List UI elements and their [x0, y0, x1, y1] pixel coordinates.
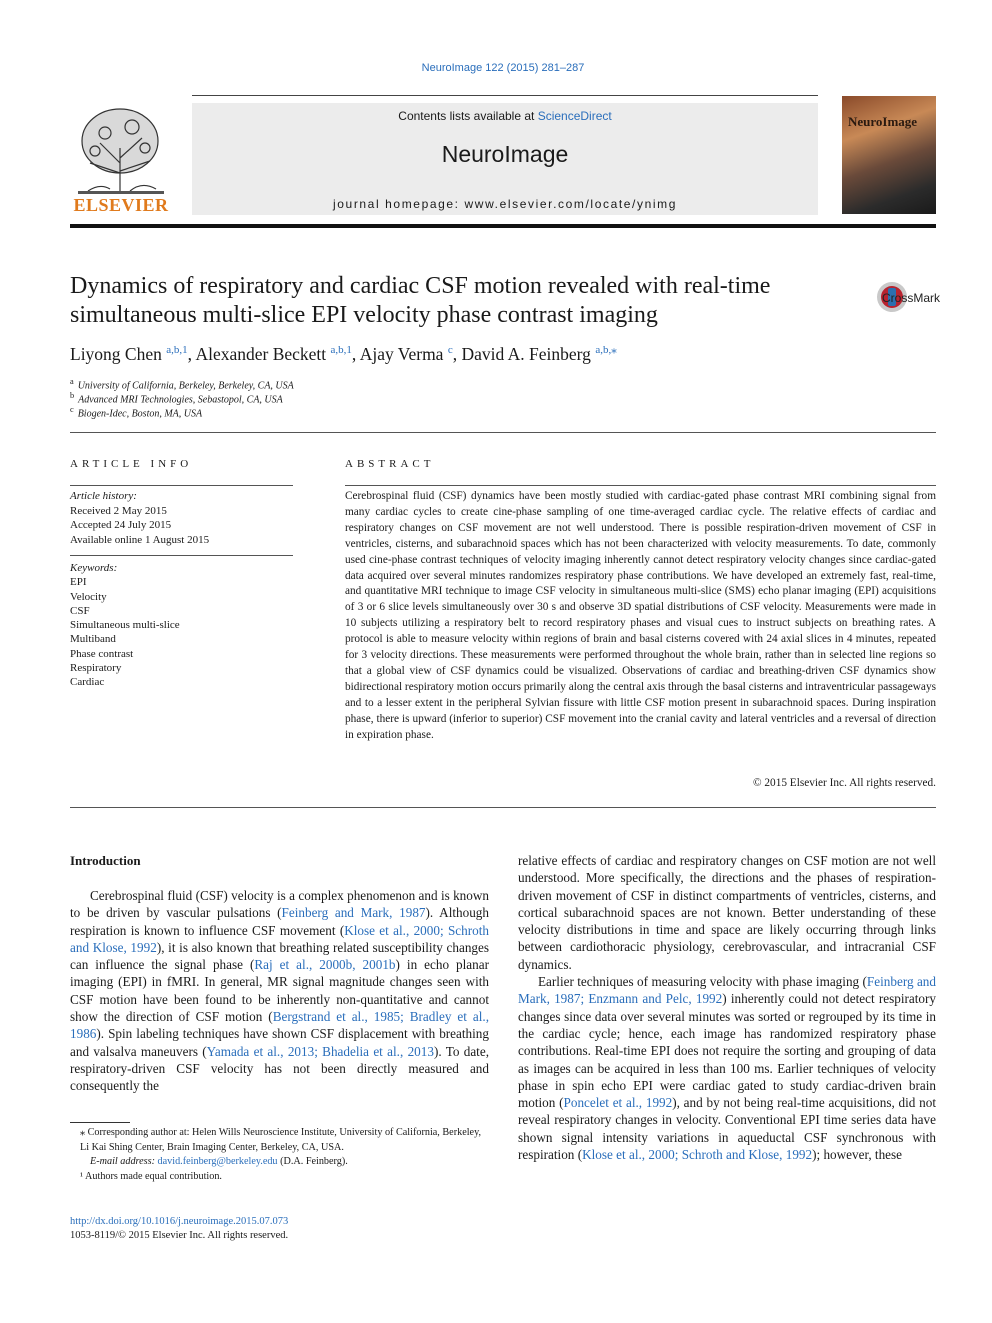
keywords-label: Keywords: — [70, 562, 118, 574]
article-info-heading: ARTICLE INFO — [70, 458, 193, 470]
journal-name: NeuroImage — [441, 141, 569, 167]
paragraph-text: ). Spin labeling techniques have shown CSF displacement with breathing and valsalva maneuvers ( — [70, 1026, 489, 1059]
paragraph-text: ) in echo planar imaging (EPI) in fMRI. In general, MR signal magnitude changes seen with CSF motion have been found to be inherently non-quantitative and cannot show the direction of CSF motion ( — [70, 957, 489, 1025]
author-affiliation-marks[interactable]: a,b,1 — [330, 344, 352, 356]
author-name[interactable]: David A. Feinberg — [461, 343, 591, 364]
keyword: Cardiac — [70, 676, 105, 689]
citation-link[interactable]: Bergstrand et al., 1985; Bradley et al., 1986 — [70, 1009, 489, 1042]
body-column-left — [70, 887, 489, 1095]
keyword: Simultaneous multi-slice — [70, 619, 180, 632]
email-link[interactable]: david.feinberg@berkeley.edu — [157, 1156, 278, 1167]
paragraph — [70, 887, 489, 1095]
citation-link[interactable]: Poncelet et al., 1992 — [563, 1095, 673, 1111]
citation-link[interactable]: Yamada et al., 2013; Bhadelia et al., 2013 — [206, 1043, 434, 1059]
journal-header-box — [192, 103, 818, 215]
abstract-rule — [345, 485, 936, 486]
doi-link[interactable]: http://dx.doi.org/10.1016/j.neuroimage.2015.07.073 — [70, 1216, 289, 1227]
history-label: Article history: — [70, 490, 137, 502]
sciencedirect-link[interactable]: ScienceDirect — [537, 109, 612, 123]
abstract-copyright: © 2015 Elsevier Inc. All rights reserved. — [752, 777, 936, 789]
author-name[interactable]: Liyong Chen — [70, 343, 162, 364]
contents-line: Contents lists available at ScienceDirect — [398, 109, 612, 123]
affiliation: $^b$ Advanced MRI Technologies, Sebastopol, CA, USA — [70, 391, 283, 406]
equal-contribution-note: ¹ Authors made equal contribution. — [80, 1170, 222, 1182]
corresponding-author-note: ⁎ Corresponding author at: Helen Wills Neuroscience Institute, University of California, Berkeley, Li Kai Shing Center, Brain Imaging Center, Berkeley, CA, USA. — [80, 1127, 482, 1153]
paragraph-text: Cerebrospinal fluid (CSF) velocity is a complex phenomenon and is known to be driven by vascular pulsations ( — [70, 888, 489, 921]
keywords — [70, 561, 180, 690]
paragraph-text: ), and by not being real-time acquisitions, did not reveal respiratory changes in velocity. Conventional EPI time series data have shown signal intensity variations in aqueductal CSF synchronous with respiration ( — [518, 1095, 936, 1163]
author-name[interactable]: Alexander Beckett — [195, 343, 327, 364]
keyword: CSF — [70, 604, 90, 617]
article-title: Dynamics of respiratory and cardiac CSF motion revealed with real-time simultaneous multi-slice EPI velocity phase contrast imaging — [70, 273, 771, 328]
citation-link[interactable]: Raj et al., 2000b, 2001b — [254, 957, 396, 973]
crossmark-label[interactable]: CrossMark — [882, 291, 941, 305]
keyword: Respiratory — [70, 662, 122, 675]
history-entry: Available online 1 August 2015 — [70, 533, 210, 546]
author-name[interactable]: Ajay Verma — [359, 343, 444, 364]
abstract-bottom-rule — [70, 807, 936, 808]
article-info-rule — [70, 485, 293, 486]
paragraph — [518, 973, 936, 1163]
email-note: E-mail address: david.feinberg@berkeley.edu (D.A. Feinberg). — [90, 1156, 348, 1167]
history-entry: Accepted 24 July 2015 — [70, 519, 172, 531]
citation-link[interactable]: Feinberg and Mark, 1987; Enzmann and Pelc, 1992 — [518, 974, 936, 1007]
paragraph-text: relative effects of cardiac and respiratory changes on CSF motion are not well understood. More specifically, the directions and the phases of respiration-driven movement of CSF in distinct compartments of ventricles, cisterns, and cortical subarachnoid spaces are not known. Better understanding of these velocity distributions in time and space are likely occurring through links between cardiothoracic physiology, cerebrovascular, and intracranial CSF dynamics. — [518, 853, 936, 972]
keywords-rule — [70, 555, 293, 556]
keyword: Phase contrast — [70, 647, 134, 660]
paragraph — [518, 852, 936, 973]
author-affiliation-marks[interactable]: a,b,1 — [166, 344, 188, 356]
journal-reference[interactable]: NeuroImage 122 (2015) 281–287 — [421, 62, 585, 74]
journal-cover-image — [842, 96, 936, 214]
citation-link[interactable]: Klose et al., 2000; Schroth and Klose, 1992 — [70, 922, 489, 955]
elsevier-wordmark: ELSEVIER — [73, 195, 169, 215]
abstract-heading: ABSTRACT — [345, 458, 435, 470]
abstract-text: Cerebrospinal fluid (CSF) dynamics have been mostly studied with cardiac-gated phase contrast MRI combining signal from many cardiac cycles to create cine-phase sampling of one time-averaged cardiac cycle. The relative effects of cardiac and respiratory changes on CSF movement are not well understood. There is possible respiration-driven movement of CSF in ventricles, cisterns, and subarachnoid spaces which has not been characterized with velocity measurements. To date, commonly used cine-phase contrast techniques of velocity imaging inherently cannot detect respiratory velocity changes since cardiac-gated data acquired over several minutes randomizes respiratory phase contributions. We have developed an extremely fast, real-time, and quantitative MRI technique to image CSF velocity in simultaneous multi-slice (SMS) echo planar imaging (EPI) acquisitions of 3 or 6 slice levels simultaneously over 30 s and observe 3D spatial distributions of CSF velocity. Measurements were made in 10 subjects utilizing a respiratory belt to record respiratory phases and visual cues to instruct subjects on breathing rates. A protocol is able to measure velocity within regions of brain and basal cisterns covered with 24 axial slices in 4 minutes, repeated for 3 velocity directions. These measurements were performed throughout the whole brain, rather than in selected line regions so that a global view of CSF dynamics could be visualized. Observations of cardiac and breathing-driven CSF dynamics show bidirectional respiratory motion occurs primarily along the central axis through the basal cisterns and intraventricular passageways and to a lesser extent in the peripheral Sylvian fissure with little CSF motion present in subarachnoid spaces. During inspiration phase, there is upward (inferior to superior) CSF movement into the cranial cavity and lateral ventricles and a reversal of direction in expiration phase. — [345, 490, 936, 741]
paragraph-text: ) inherently could not detect respiratory changes since data over several minutes was sorted or regrouped by its time in the cardiac cycle; hence, each image has randomized respiratory phase contributions. Real-time EPI does not require the sorting and grouping of data as images can be acquired in less than 100 ms. Earlier techniques of velocity phase in spin echo EPI were cardiac gated to study cardiac-driven brain motion ( — [518, 991, 936, 1111]
paragraph-text: ). To date, respiratory-driven CSF velocity has not been directly measured and consequently the — [70, 1043, 489, 1094]
author-affiliation-marks[interactable]: a,b,⁎ — [595, 344, 617, 356]
footnote-rule — [70, 1122, 130, 1123]
journal-homepage[interactable]: journal homepage: www.elsevier.com/locate/ynimg — [333, 197, 677, 211]
issn-copyright: 1053-8119/© 2015 Elsevier Inc. All rights reserved. — [70, 1230, 289, 1241]
history-entry: Received 2 May 2015 — [70, 504, 167, 517]
author-affiliation-marks[interactable]: c — [447, 344, 453, 356]
header-rule — [192, 95, 818, 96]
section-rule — [70, 432, 936, 433]
article-history — [70, 489, 209, 547]
paragraph-text: ). Although respiration is known to influence CSF movement ( — [70, 905, 489, 938]
affiliation: $^c$ Biogen-Idec, Boston, MA, USA — [70, 405, 203, 420]
introduction-heading: Introduction — [70, 853, 141, 868]
footnotes — [70, 1126, 490, 1184]
paragraph-text: ), it is also known that breathing related susceptibility changes can influence the signal phase ( — [70, 939, 489, 973]
header-thick-rule — [70, 224, 936, 228]
keyword: EPI — [70, 576, 87, 589]
body-column-right — [518, 852, 936, 1163]
keyword: Multiband — [70, 633, 116, 646]
paragraph-text: Earlier techniques of measuring velocity with phase imaging ( — [538, 974, 867, 990]
citation-link[interactable]: Feinberg and Mark, 1987 — [281, 905, 426, 921]
paragraph-text: ); however, these — [812, 1147, 903, 1163]
cover-title: NeuroImage — [848, 114, 918, 129]
keyword: Velocity — [70, 590, 107, 603]
author-list: Liyong Chen $^{a,b,1}$, Alexander Beckett $^{a,b,1}$, Ajay Verma $^c$, David A. Feinberg $^{a,b,⁎}$ — [70, 343, 617, 364]
affiliation: $^a$ University of California, Berkeley, Berkeley, CA, USA — [70, 377, 294, 392]
citation-link[interactable]: Klose et al., 2000; Schroth and Klose, 1992 — [582, 1147, 813, 1163]
